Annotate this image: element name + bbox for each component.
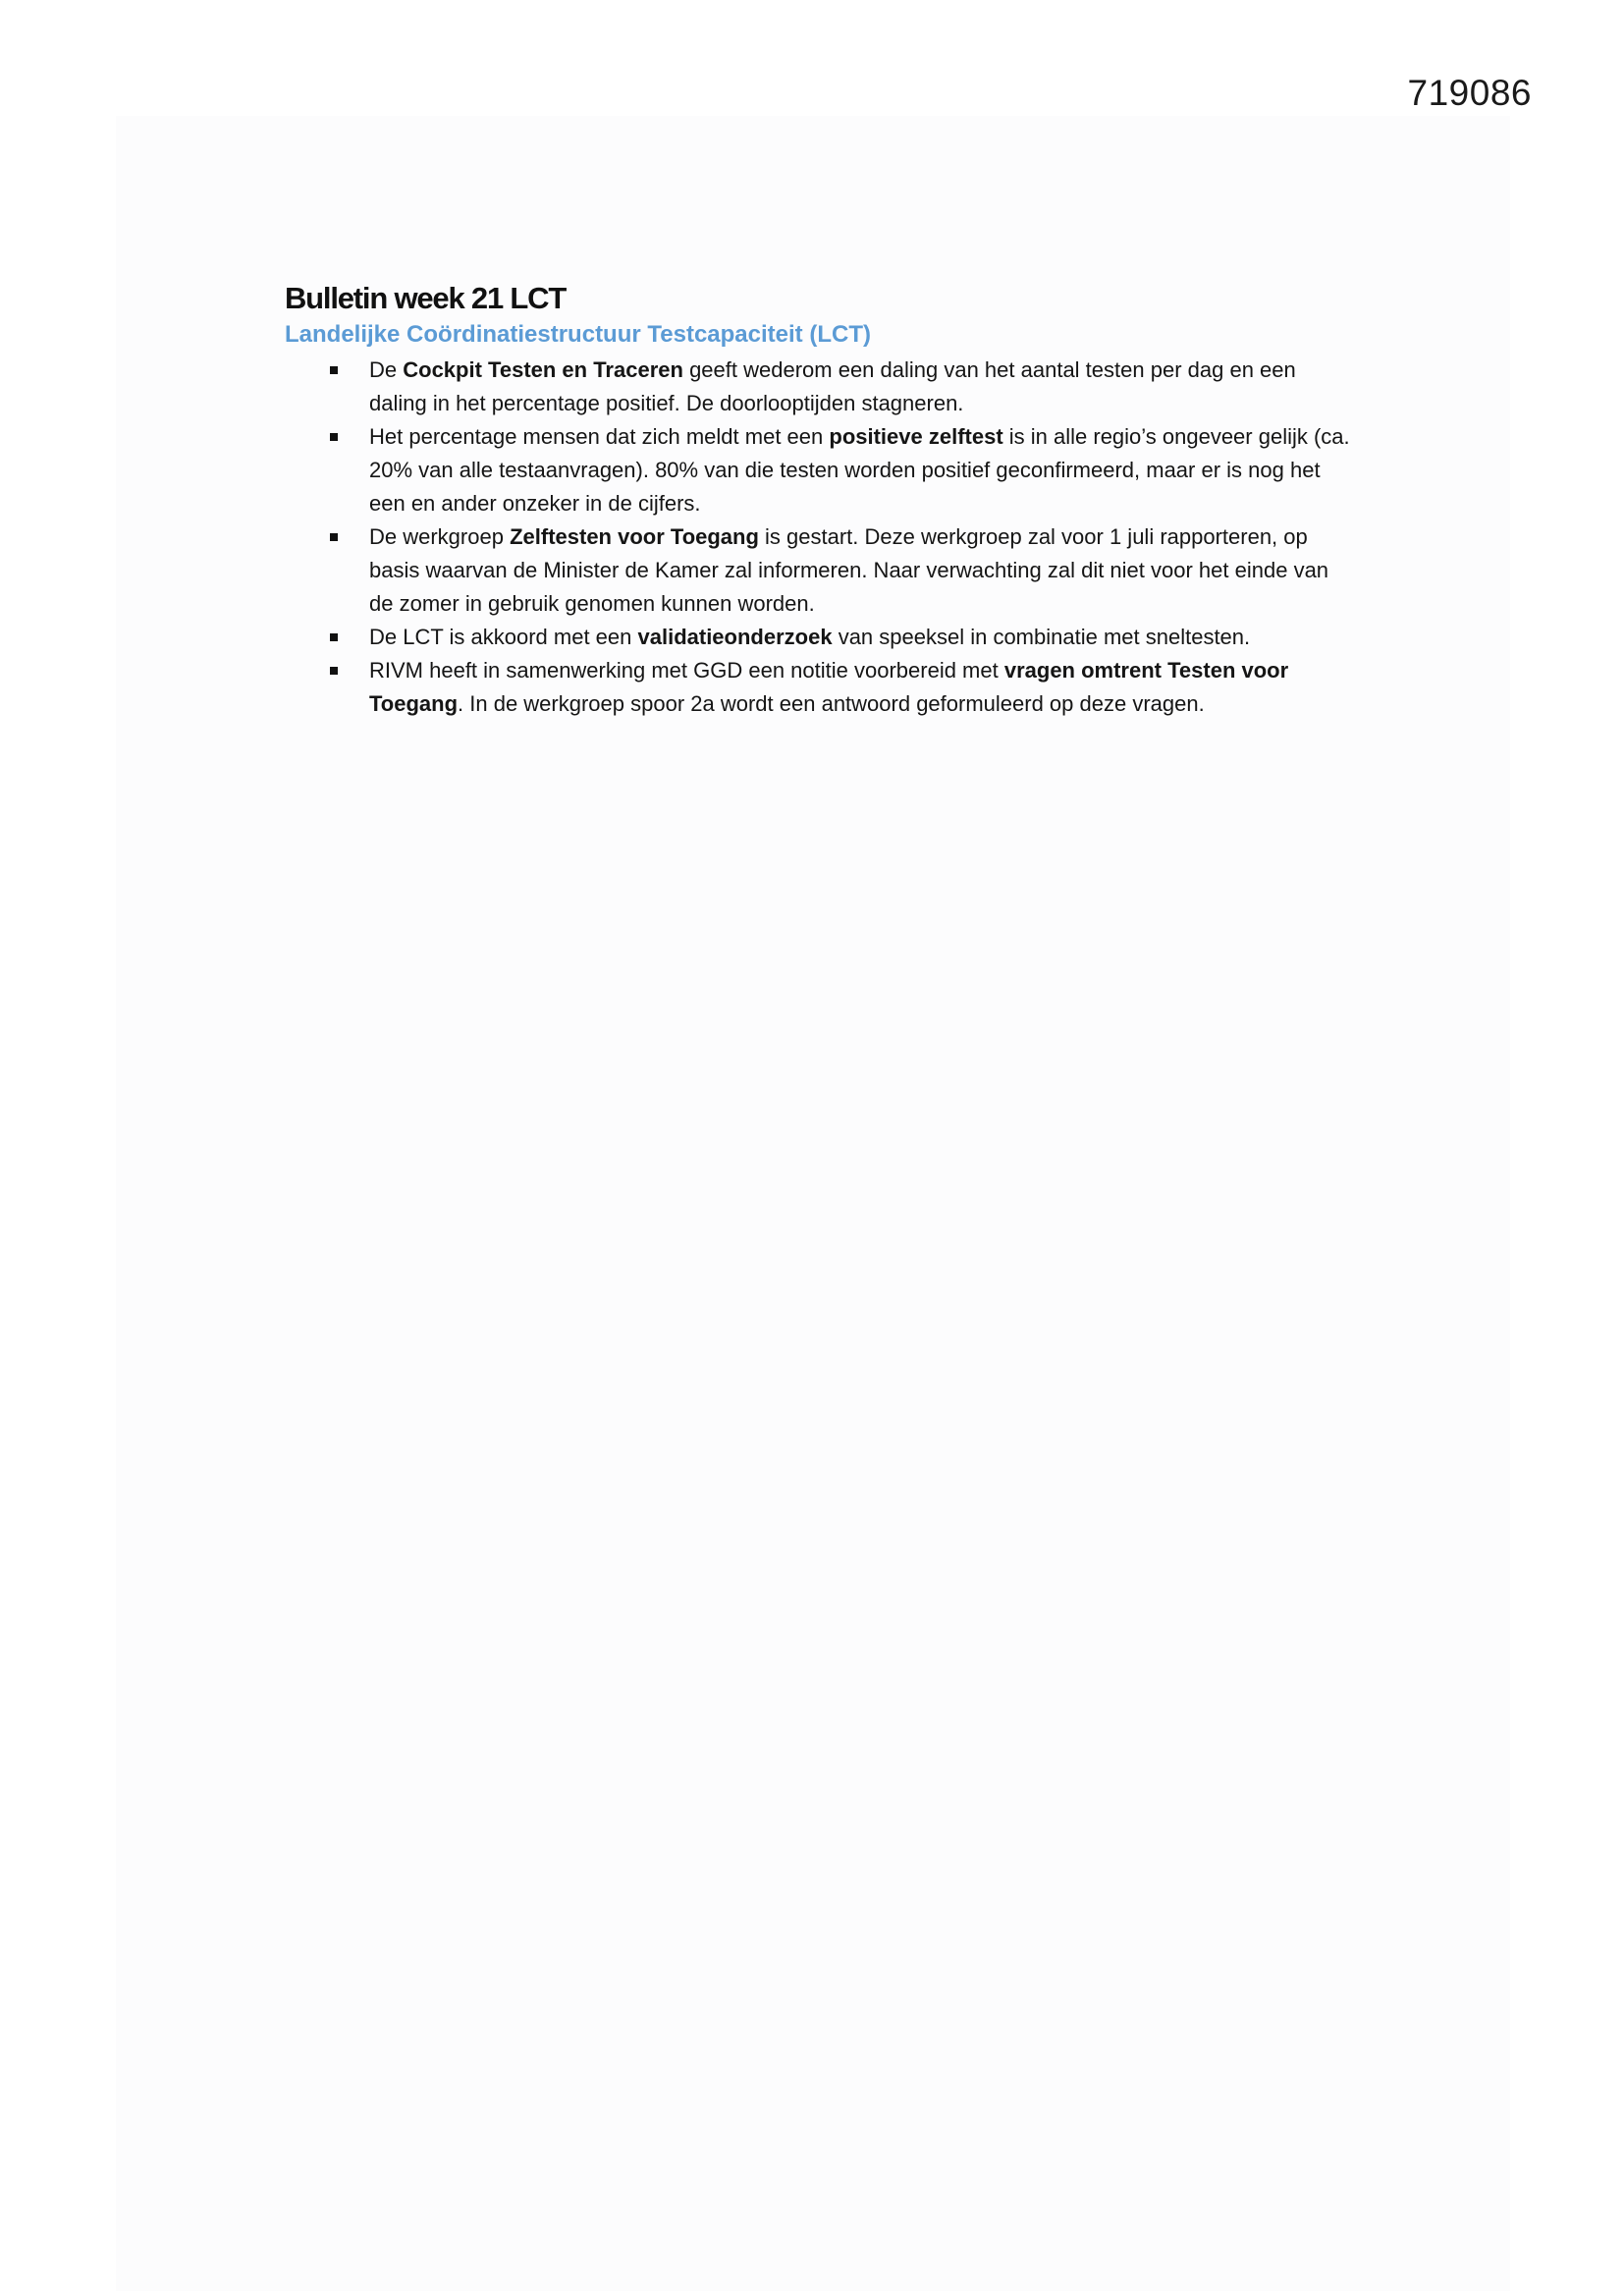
list-item-text: van speeksel in combinatie met sneltesten. — [832, 625, 1251, 649]
list-item-bold-text: validatieonderzoek — [637, 625, 833, 649]
list-item-text: geeft wederom een daling van het aantal testen per dag en een daling in het percentage positief. De doorlooptijden stagneren. — [369, 357, 1296, 415]
bulletin-section — [285, 279, 1365, 721]
list-item-text: RIVM heeft in samenwerking met GGD een notitie voorbereid met — [369, 658, 1004, 683]
bulletin-title: Bulletin week 21 LCT — [285, 281, 567, 315]
list-item — [369, 520, 1351, 621]
list-item-text: De werkgroep — [369, 524, 511, 549]
list-item-text: is in alle regio’s ongeveer gelijk (ca. 20% van alle testaanvragen). 80% van die testen worden positief geconfirmeerd, maar er is nog het een en ander onzeker in de cijfers. — [369, 424, 1350, 516]
bullet-square-icon — [330, 633, 338, 641]
list-item — [369, 420, 1351, 520]
list-item — [369, 654, 1351, 721]
list-item — [369, 621, 1351, 654]
list-item-text: Het percentage mensen dat zich meldt met een — [369, 424, 830, 449]
document-number: 719086 — [1407, 73, 1532, 113]
bullet-square-icon — [330, 533, 338, 541]
list-item-bold-text: positieve zelftest — [829, 424, 1003, 449]
bulletin-subtitle: Landelijke Coördinatiestructuur Testcapaciteit (LCT) — [285, 321, 871, 348]
bullet-list — [285, 354, 1365, 721]
list-item-bold-text: Cockpit Testen en Traceren — [403, 357, 683, 382]
list-item-text: . In de werkgroep spoor 2a wordt een antwoord geformuleerd op deze vragen. — [458, 691, 1205, 716]
bullet-square-icon — [330, 366, 338, 374]
bullet-square-icon — [330, 433, 338, 441]
bullet-square-icon — [330, 667, 338, 675]
list-item-text: De LCT is akkoord met een — [369, 625, 638, 649]
list-item-text: is gestart. Deze werkgroep zal voor 1 juli rapporteren, op basis waarvan de Minister de Kamer zal informeren. Naar verwachting zal dit niet voor het einde van de zomer in gebruik genomen kunnen worden. — [369, 524, 1329, 616]
list-item-bold-text: vragen omtrent Testen voor Toegang — [369, 658, 1289, 716]
list-item — [369, 354, 1351, 420]
list-item-text: De — [369, 357, 404, 382]
list-item-bold-text: Zelftesten voor Toegang — [510, 524, 759, 549]
